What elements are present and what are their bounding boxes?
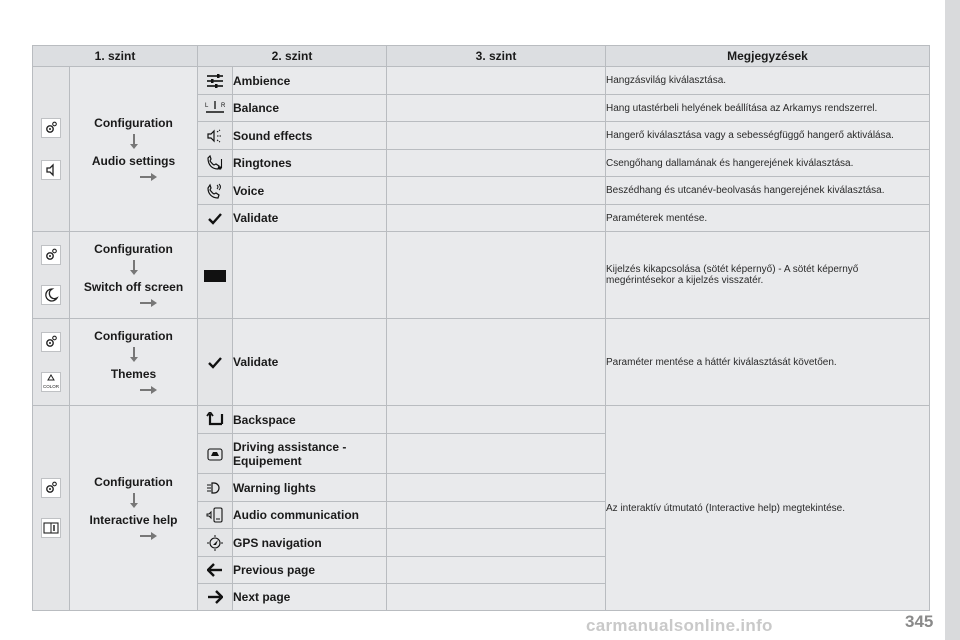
level1-icons-audio: [33, 67, 70, 232]
arrow-left-icon: [198, 557, 233, 584]
warning-lights-icon: [198, 474, 233, 502]
level2-audio-top: Configuration: [94, 116, 173, 130]
row-note: Paraméterek mentése.: [606, 205, 930, 232]
level2-themes-top: Configuration: [94, 329, 173, 343]
arrow-right-icon: [140, 385, 158, 395]
row-note: Beszédhang és utcanév-beolvasás hangerejének kiválasztása.: [606, 177, 930, 205]
gear-icon: [41, 478, 61, 498]
voice-icon: [198, 177, 233, 205]
table-row: [33, 406, 930, 434]
row-label: Voice: [233, 177, 387, 205]
header-level3: 3. szint: [387, 46, 606, 67]
row-label: Validate: [233, 205, 387, 232]
row-label: Previous page: [233, 557, 387, 584]
arrow-down-icon: [128, 260, 140, 276]
row-label: Backspace: [233, 406, 387, 434]
level2-audio: [70, 67, 198, 232]
row-note: Hangzásvilág kiválasztása.: [606, 67, 930, 95]
row-label: Warning lights: [233, 474, 387, 502]
gear-icon: [41, 118, 61, 138]
row-label: Sound effects: [233, 122, 387, 150]
arrow-right-icon: [140, 172, 158, 182]
balance-icon: [198, 95, 233, 122]
level2-themes: [70, 319, 198, 406]
dark-screen-icon: [198, 232, 233, 319]
level1-icons-themes: [33, 319, 70, 406]
row-note: Kijelzés kikapcsolása (sötét képernyő) - A sötét képernyő megérintésekor a kijelzés visszatér.: [606, 232, 930, 319]
ringtone-icon: [198, 150, 233, 177]
arrow-down-icon: [128, 134, 140, 150]
row-note: Az interaktív útmutató (Interactive help) megtekintése.: [606, 406, 930, 611]
header-level2: 2. szint: [198, 46, 387, 67]
level1-icons-help: [33, 406, 70, 611]
check-icon: [198, 205, 233, 232]
row-note: Hang utastérbeli helyének beállítása az Arkamys rendszerrel.: [606, 95, 930, 122]
color-icon-text: COLOR: [43, 384, 60, 389]
row-label: Audio communication: [233, 502, 387, 529]
color-icon: [41, 372, 61, 392]
level2-audio-bottom: Audio settings: [91, 154, 176, 168]
check-icon: [198, 319, 233, 406]
arrow-down-icon: [128, 493, 140, 509]
gear-icon: [41, 332, 61, 352]
speaker-icon: [41, 160, 61, 180]
arrow-down-icon: [128, 347, 140, 363]
level2-help-top: Configuration: [94, 475, 173, 489]
sound-effects-icon: [198, 122, 233, 150]
svg-text:L: L: [205, 103, 209, 109]
car-icon: [198, 434, 233, 474]
moon-icon: [41, 285, 61, 305]
row-label: GPS navigation: [233, 529, 387, 557]
gps-icon: [198, 529, 233, 557]
level1-icons-screen: [33, 232, 70, 319]
header-level1: 1. szint: [33, 46, 198, 67]
backspace-icon: [198, 406, 233, 434]
page-number: 345: [905, 612, 934, 631]
table-row: [33, 67, 930, 95]
level2-help-bottom: Interactive help: [89, 513, 178, 527]
help-book-icon: [41, 518, 61, 538]
row-label: Next page: [233, 584, 387, 611]
row-note: Paraméter mentése a háttér kiválasztását követően.: [606, 319, 930, 406]
table-row: [33, 319, 930, 406]
row-label: Balance: [233, 95, 387, 122]
gear-icon: [41, 245, 61, 265]
row-note: Csengőhang dallamának és hangerejének kiválasztása.: [606, 150, 930, 177]
level2-screen-top: Configuration: [94, 242, 173, 256]
table-row: [33, 232, 930, 319]
equalizer-icon: [198, 67, 233, 95]
watermark: carmanualsonline.info: [586, 616, 773, 635]
audio-phone-icon: [198, 502, 233, 529]
header-notes: Megjegyzések: [606, 46, 930, 67]
row-label: Ambience: [233, 67, 387, 95]
arrow-right-icon: [140, 298, 158, 308]
row-note: Hangerő kiválasztása vagy a sebességfüggő hangerő aktiválása.: [606, 122, 930, 150]
row-label: Ringtones: [233, 150, 387, 177]
arrow-right-icon: [140, 531, 158, 541]
settings-table: [32, 45, 930, 611]
row-label: Validate: [233, 319, 387, 406]
header-row: [33, 46, 930, 67]
level2-help: [70, 406, 198, 611]
row-label: Driving assistance - Equipement: [233, 434, 387, 474]
level2-screen-bottom: Switch off screen: [83, 280, 184, 294]
svg-text:R: R: [221, 103, 226, 109]
arrow-right-icon: [198, 584, 233, 611]
side-tab: [945, 0, 960, 640]
level2-themes-bottom: Themes: [110, 367, 157, 381]
level2-screen: [70, 232, 198, 319]
